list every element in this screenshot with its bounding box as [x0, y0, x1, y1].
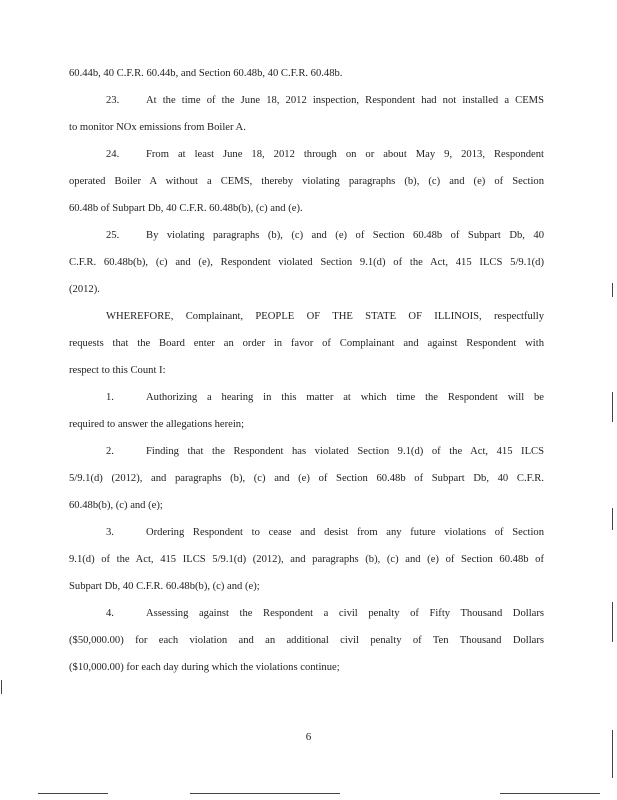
item-text: Assessing against the Respondent a civil penalty of Fifty Thousand Dollars: [146, 608, 544, 619]
line-22: ($50,000.00) for each violation and an additional civil penalty of Ten Thousand Dollars: [69, 635, 544, 646]
para-number: 23.: [106, 95, 120, 106]
scan-mark: [500, 793, 600, 794]
item-2: [69, 445, 544, 459]
para-number: 24.: [106, 149, 120, 160]
scan-mark: [612, 508, 613, 530]
para-text: At the time of the June 18, 2012 inspection, Respondent had not installed a CEMS: [146, 95, 544, 106]
line-9: (2012).: [69, 284, 100, 295]
item-number: 1.: [106, 392, 114, 403]
scan-mark: [612, 730, 613, 778]
para-23: [69, 94, 544, 108]
line-8: C.F.R. 60.48b(b), (c) and (e), Respondent violated Section 9.1(d) of the Act, 415 ILCS 5/9.1(d): [69, 257, 544, 268]
scan-mark: [1, 680, 2, 694]
line-20: Subpart Db, 40 C.F.R. 60.48b(b), (c) and (e);: [69, 581, 260, 592]
para-text: By violating paragraphs (b), (c) and (e) of Section 60.48b of Subpart Db, 40: [146, 230, 544, 241]
para-text: From at least June 18, 2012 through on or about May 9, 2013, Respondent: [146, 149, 544, 160]
line-3: to monitor NOx emissions from Boiler A.: [69, 122, 246, 133]
line-11: requests that the Board enter an order in favor of Complainant and against Respondent with: [69, 338, 544, 349]
item-text: Ordering Respondent to cease and desist from any future violations of Section: [146, 527, 544, 538]
line-17: 60.48b(b), (c) and (e);: [69, 500, 163, 511]
scan-mark: [612, 602, 613, 642]
para-25: [69, 229, 544, 243]
line-23: ($10,000.00) for each day during which the violations continue;: [69, 662, 340, 673]
item-number: 4.: [106, 608, 114, 619]
line-1: 60.44b, 40 C.F.R. 60.44b, and Section 60.48b, 40 C.F.R. 60.48b.: [69, 68, 343, 79]
item-number: 3.: [106, 527, 114, 538]
scan-mark: [612, 392, 613, 422]
item-1: [69, 391, 544, 405]
scan-mark: [38, 793, 108, 794]
scan-mark: [190, 793, 340, 794]
scan-mark: [612, 283, 613, 297]
line-14: required to answer the allegations herein;: [69, 419, 245, 430]
item-number: 2.: [106, 446, 114, 457]
item-text: Finding that the Respondent has violated Section 9.1(d) of the Act, 415 ILCS: [146, 446, 544, 457]
line-16: 5/9.1(d) (2012), and paragraphs (b), (c) and (e) of Section 60.48b of Subpart Db, 40 C.F.R.: [69, 473, 544, 484]
line-5: operated Boiler A without a CEMS, thereby violating paragraphs (b), (c) and (e) of Section: [69, 176, 544, 187]
line-12: respect to this Count I:: [69, 365, 166, 376]
para-number: 25.: [106, 230, 120, 241]
item-4: [69, 607, 544, 621]
line-6: 60.48b of Subpart Db, 40 C.F.R. 60.48b(b), (c) and (e).: [69, 203, 303, 214]
para-24: [69, 148, 544, 162]
wherefore-line: WHEREFORE, Complainant, PEOPLE OF THE STATE OF ILLINOIS, respectfully: [106, 311, 544, 322]
page-number: 6: [305, 731, 312, 743]
line-19: 9.1(d) of the Act, 415 ILCS 5/9.1(d) (2012), and paragraphs (b), (c) and (e) of Section 60.48b of: [69, 554, 544, 565]
item-3: [69, 526, 544, 540]
item-text: Authorizing a hearing in this matter at which time the Respondent will be: [146, 392, 544, 403]
